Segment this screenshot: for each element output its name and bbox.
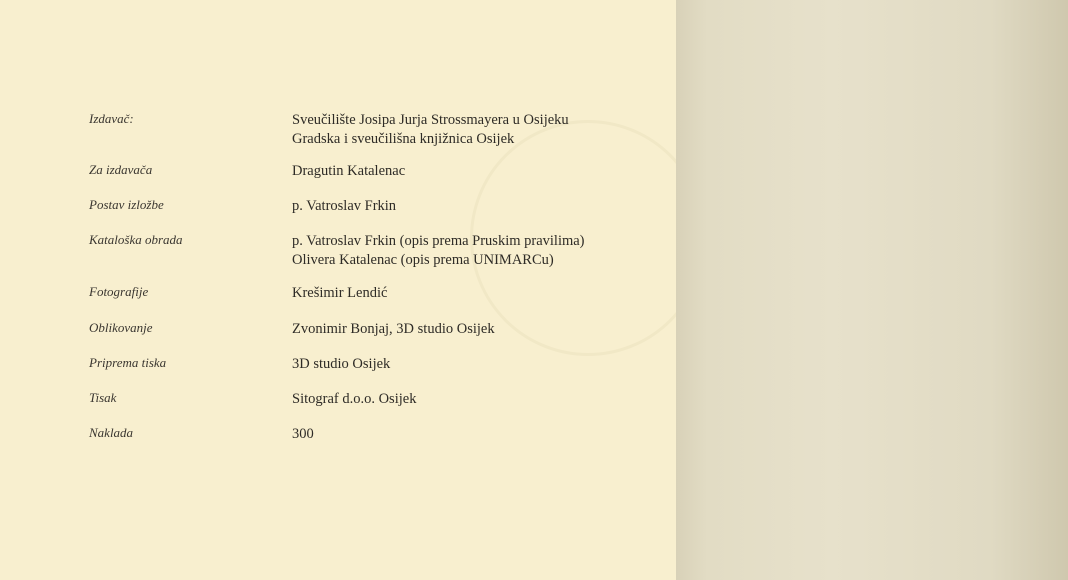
colophon-value-line: p. Vatroslav Frkin: [292, 198, 397, 214]
colophon-value-line: Gradska i sveučilišna knjižnica Osijek: [292, 131, 515, 147]
colophon-value-line: Krešimir Lendić: [292, 285, 388, 301]
colophon-label: Priprema tiska: [89, 355, 167, 370]
colophon-value-line: Olivera Katalenac (opis prema UNIMARCu): [292, 252, 554, 268]
colophon-value: [292, 162, 405, 181]
colophon-label: Oblikovanje: [89, 320, 153, 335]
colophon-value-line: 3D studio Osijek: [292, 356, 391, 372]
colophon-value: [292, 197, 396, 216]
colophon-value-line: Sitograf d.o.o. Osijek: [292, 391, 417, 407]
colophon-value: [292, 232, 585, 270]
colophon-label: Fotografije: [89, 284, 149, 299]
colophon-value: [292, 284, 387, 303]
colophon-value: [292, 425, 314, 444]
colophon-value: [292, 355, 390, 374]
right-page: [676, 0, 1068, 580]
colophon-label: Za izdavača: [89, 162, 153, 177]
colophon-value-line: Zvonimir Bonjaj, 3D studio Osijek: [292, 321, 495, 337]
colophon-label: Kataloška obrada: [89, 232, 183, 247]
colophon-value-line: Sveučilište Josipa Jurja Strossmayera u Osijeku: [292, 112, 569, 128]
colophon-value: [292, 111, 569, 149]
colophon-label: Izdavač:: [89, 111, 134, 126]
colophon-label: Postav izložbe: [89, 197, 164, 212]
colophon-value: [292, 390, 416, 409]
colophon-label: Naklada: [89, 425, 134, 440]
colophon-value-line: 300: [292, 426, 314, 442]
colophon-value-line: Dragutin Katalenac: [292, 163, 406, 179]
colophon-value: [292, 320, 495, 339]
colophon-value-line: p. Vatroslav Frkin (opis prema Pruskim pravilima): [292, 233, 585, 249]
colophon-label: Tisak: [89, 390, 117, 405]
